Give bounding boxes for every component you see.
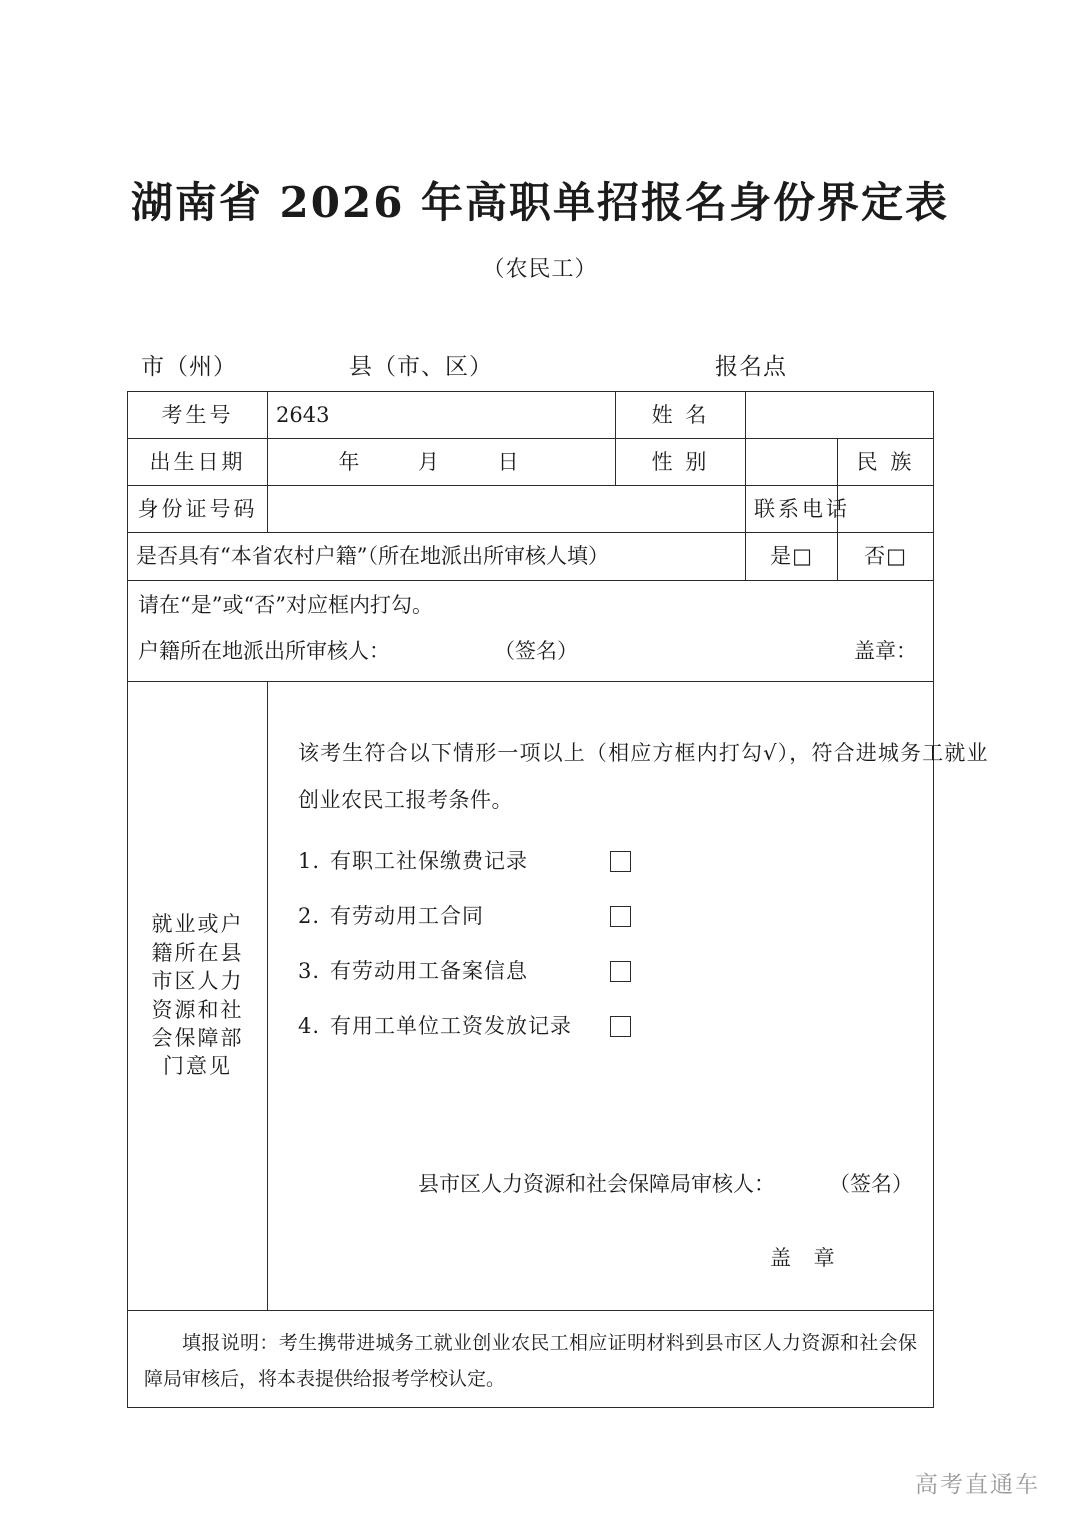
- phone-value[interactable]: [838, 486, 934, 533]
- item-4-number: 4.: [298, 1013, 321, 1038]
- item-2-number: 2.: [298, 903, 321, 928]
- opinion-list-item-2[interactable]: [298, 889, 988, 944]
- rural-household-no-checkbox[interactable]: 否□: [838, 533, 934, 581]
- footer-note-text: 填报说明：考生携带进城务工就业创业农民工相应证明材料到县市区人力资源和社会保障局审核后，将本表提供给报考学校认定。: [144, 1331, 918, 1390]
- opinion-label-line-2: 籍所在县: [151, 940, 244, 965]
- gender-value[interactable]: [746, 439, 838, 486]
- item-1-number: 1.: [298, 848, 321, 873]
- table-row-police-signature: [128, 629, 934, 682]
- police-reviewer-seal[interactable]: 盖章：: [854, 638, 918, 663]
- region-exam-point-label: 报名点: [715, 354, 787, 380]
- opinion-list-item-1[interactable]: [298, 834, 988, 889]
- name-value[interactable]: [746, 392, 934, 439]
- hr-bureau-reviewer-label: 县市区人力资源和社会保障局审核人：: [418, 1171, 775, 1196]
- opinion-checkbox-list: [298, 834, 988, 1054]
- page-subtitle: （农民工）: [482, 257, 598, 282]
- item-4-label: 有用工单位工资发放记录: [330, 1013, 572, 1038]
- opinion-label-line-5: 会保障部: [151, 1025, 244, 1050]
- birth-date-label: 出生日期: [128, 439, 268, 486]
- opinion-label-line-1: 就业或户: [151, 912, 244, 937]
- region-county-label: 县（市、区）: [349, 354, 493, 380]
- table-row-birth: [128, 439, 934, 486]
- rural-household-yes-checkbox[interactable]: 是□: [746, 533, 838, 581]
- watermark: 高考直通车: [915, 1472, 1040, 1498]
- candidate-no-value[interactable]: 2643: [268, 392, 616, 439]
- table-row-rural-household: [128, 533, 934, 581]
- opinion-vertical-label: [128, 681, 268, 1310]
- table-row-opinion: [128, 681, 934, 1310]
- opinion-label-line-4: 资源和社: [151, 997, 244, 1022]
- id-number-value[interactable]: [268, 486, 746, 533]
- rural-household-question: 是否具有“本省农村户籍”（所在地派出所审核人填）: [128, 533, 746, 581]
- item-4-checkbox[interactable]: [610, 1016, 631, 1037]
- opinion-list-item-3[interactable]: [298, 944, 988, 999]
- table-row-candidate: [128, 392, 934, 439]
- item-3-label: 有劳动用工备案信息: [330, 958, 528, 983]
- identity-form-table: [127, 391, 988, 1408]
- region-header: [127, 348, 932, 382]
- opinion-paragraph: 该考生符合以下情形一项以上（相应方框内打勾√），符合进城务工就业创业农民工报考条件。: [298, 740, 988, 812]
- candidate-no-label: 考生号: [128, 392, 268, 439]
- police-reviewer-label: 户籍所在地派出所审核人：: [138, 638, 390, 663]
- hr-bureau-seal[interactable]: 盖 章: [770, 1245, 843, 1270]
- police-reviewer-signature[interactable]: （签名）: [494, 638, 578, 663]
- opinion-signature-area: [276, 1170, 925, 1290]
- item-3-checkbox[interactable]: [610, 961, 631, 982]
- table-row-footer-note: [128, 1310, 934, 1407]
- ethnicity-label: 民 族: [838, 439, 934, 486]
- item-1-checkbox[interactable]: [610, 851, 631, 872]
- item-2-label: 有劳动用工合同: [330, 903, 484, 928]
- item-1-label: 有职工社保缴费记录: [330, 848, 528, 873]
- opinion-label-line-6: 门意见: [163, 1054, 232, 1079]
- table-row-instruction: [128, 581, 934, 629]
- name-label: 姓 名: [616, 392, 746, 439]
- hr-bureau-reviewer-signature[interactable]: （签名）: [829, 1171, 914, 1196]
- checkbox-instruction-text: 请在“是”或“否”对应框内打勾。: [128, 581, 934, 629]
- id-number-label: 身份证号码: [128, 486, 268, 533]
- page-title: 湖南省 2026 年高职单招报名身份界定表: [130, 178, 950, 227]
- opinion-body: [268, 681, 988, 1310]
- gender-label: 性 别: [616, 439, 746, 486]
- opinion-list-item-4[interactable]: [298, 999, 988, 1054]
- item-3-number: 3.: [298, 958, 321, 983]
- phone-label: 联系电话: [746, 486, 838, 533]
- item-2-checkbox[interactable]: [610, 906, 631, 927]
- table-row-id: [128, 486, 934, 533]
- birth-date-value[interactable]: 年 月 日: [268, 439, 616, 486]
- opinion-label-line-3: 市区人力: [151, 969, 244, 994]
- region-city-label: 市（州）: [141, 354, 237, 380]
